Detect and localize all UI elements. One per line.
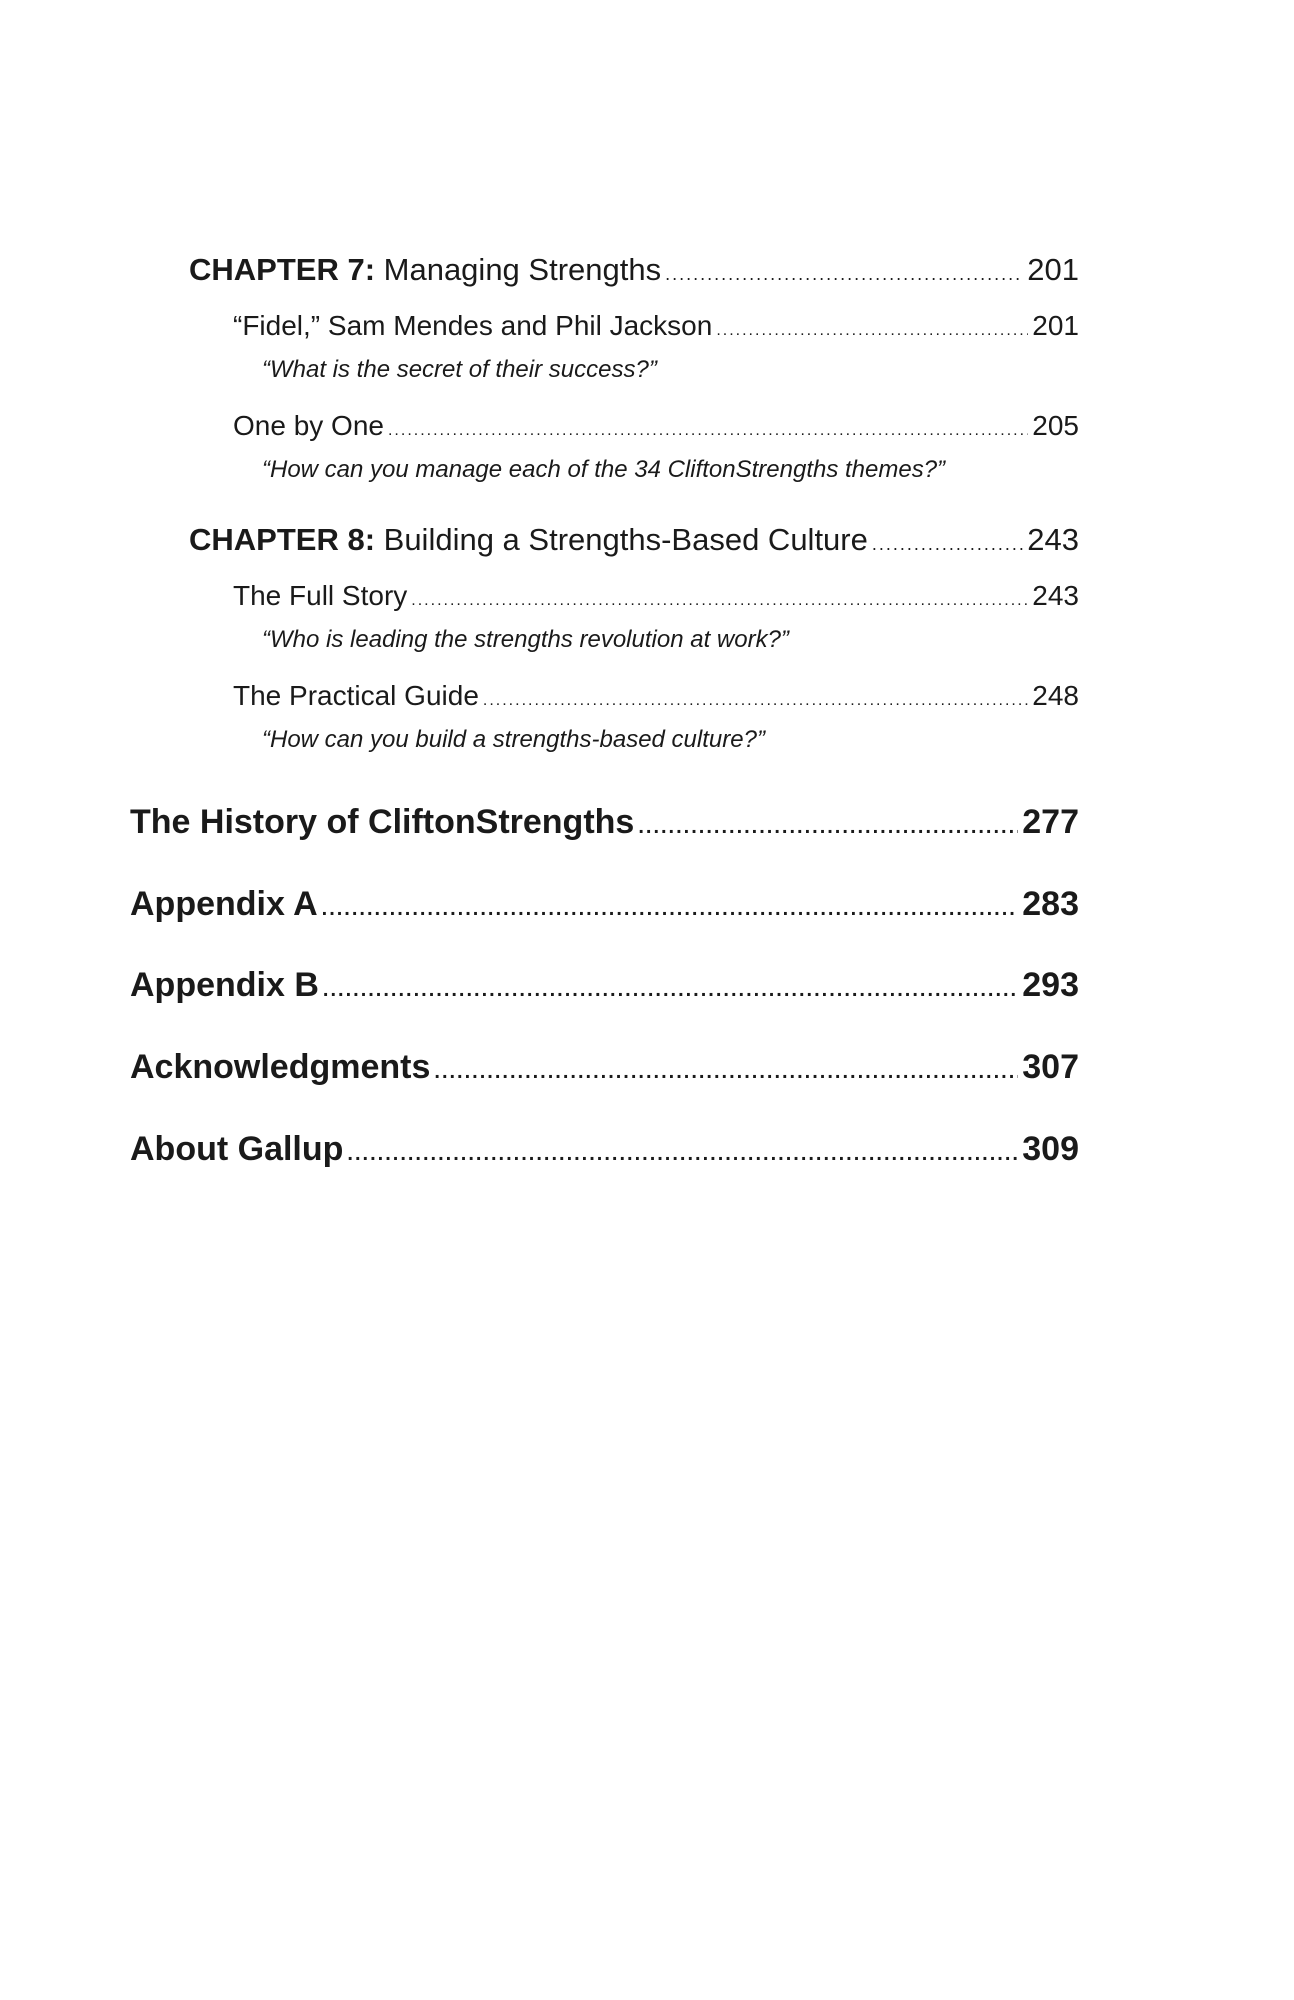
section-question: “What is the secret of their success?” — [262, 356, 657, 383]
section-title: The Practical Guide — [233, 680, 479, 711]
toc-section[interactable] — [233, 680, 1079, 712]
dot-leader — [872, 534, 1023, 555]
dot-leader — [483, 692, 1028, 710]
dot-leader — [323, 979, 1018, 1002]
toc-appendix-a[interactable] — [130, 885, 1079, 924]
dot-leader — [388, 422, 1028, 440]
page-number: 201 — [1027, 252, 1079, 287]
toc-appendix-b[interactable] — [130, 966, 1079, 1005]
dot-leader — [322, 898, 1019, 921]
chapter-title: Managing Strengths — [383, 252, 662, 287]
toc-chapter-8[interactable] — [189, 522, 1079, 558]
page-number: 243 — [1027, 522, 1079, 557]
dot-leader — [411, 592, 1028, 610]
chapter-label: CHAPTER 8: — [189, 522, 376, 557]
dot-leader — [434, 1061, 1018, 1084]
toc-section[interactable] — [233, 410, 1079, 442]
dot-leader — [665, 264, 1023, 285]
chapter-heading — [189, 522, 868, 558]
section-title: One by One — [233, 410, 384, 441]
entry-title: About Gallup — [130, 1130, 344, 1168]
dot-leader — [716, 322, 1028, 340]
dot-leader — [638, 816, 1018, 839]
section-question: “Who is leading the strengths revolution at work?” — [262, 626, 789, 653]
section-question: “How can you manage each of the 34 CliftonStrengths themes?” — [262, 456, 946, 483]
entry-title: The History of CliftonStrengths — [130, 803, 635, 841]
toc-history[interactable] — [130, 803, 1079, 842]
entry-title: Appendix B — [130, 966, 319, 1004]
toc-section[interactable] — [233, 310, 1079, 342]
page-number: 248 — [1032, 680, 1079, 711]
page-number: 201 — [1032, 310, 1079, 341]
toc-chapter-7[interactable] — [189, 252, 1079, 288]
toc-about-gallup[interactable] — [130, 1130, 1079, 1169]
page-number: 283 — [1022, 885, 1079, 923]
section-question: “How can you build a strengths-based culture?” — [262, 726, 765, 753]
entry-title: Appendix A — [130, 885, 318, 923]
dot-leader — [347, 1143, 1018, 1166]
chapter-label: CHAPTER 7: — [189, 252, 376, 287]
chapter-heading — [189, 252, 661, 288]
toc-acknowledgments[interactable] — [130, 1048, 1079, 1087]
entry-title: Acknowledgments — [130, 1048, 431, 1086]
page-number: 307 — [1022, 1048, 1079, 1086]
chapter-title: Building a Strengths-Based Culture — [383, 522, 868, 557]
page-number: 309 — [1022, 1130, 1079, 1168]
section-title: “Fidel,” Sam Mendes and Phil Jackson — [233, 310, 713, 341]
page-number: 277 — [1022, 803, 1079, 841]
section-title: The Full Story — [233, 580, 408, 611]
page-number: 243 — [1032, 580, 1079, 611]
toc-section[interactable] — [233, 580, 1079, 612]
page-number: 293 — [1022, 966, 1079, 1004]
page-number: 205 — [1032, 410, 1079, 441]
